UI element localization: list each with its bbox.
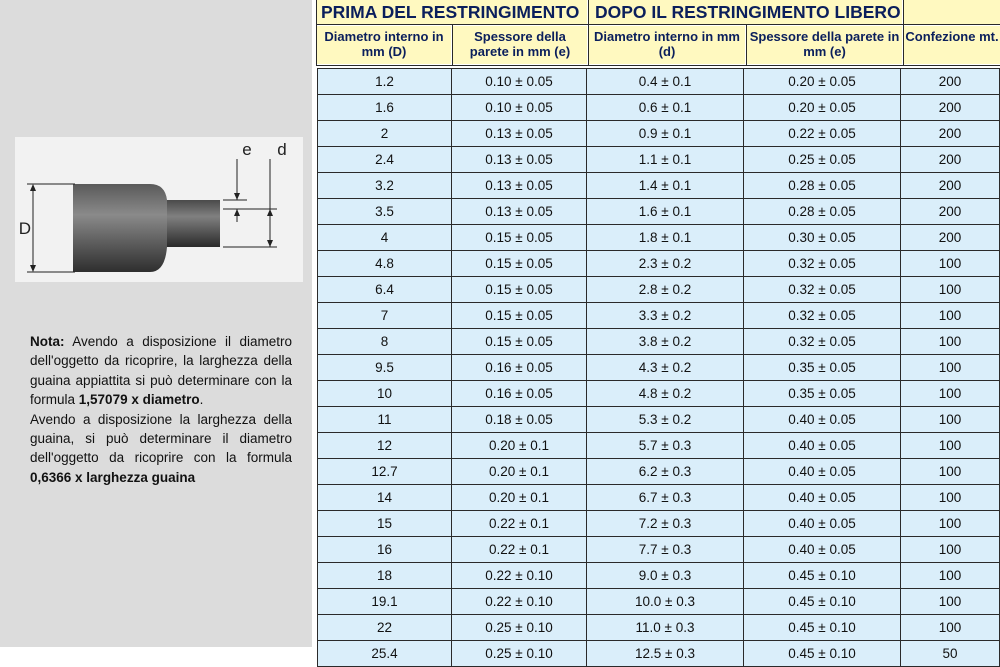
cell-thick-after: 0.20 ± 0.05 <box>744 69 901 94</box>
cell-diam-after: 5.3 ± 0.2 <box>587 407 744 432</box>
group-header-after: DOPO IL RESTRINGIMENTO LIBERO <box>589 0 902 24</box>
cell-thick-after: 0.32 ± 0.05 <box>744 277 901 302</box>
cell-diam-before: 18 <box>317 563 452 588</box>
cell-thick-before: 0.10 ± 0.05 <box>452 95 587 120</box>
label-e: e <box>242 140 252 159</box>
cell-package: 100 <box>901 433 1000 458</box>
cell-package: 200 <box>901 147 1000 172</box>
cell-diam-before: 4 <box>317 225 452 250</box>
col-header-diam-before: Diametro interno in mm (D) <box>317 26 451 64</box>
cell-thick-after: 0.22 ± 0.05 <box>744 121 901 146</box>
sleeve-narrow <box>167 200 220 247</box>
table-row <box>317 121 1000 147</box>
cell-diam-after: 4.3 ± 0.2 <box>587 355 744 380</box>
cell-package: 100 <box>901 251 1000 276</box>
cell-thick-after: 0.40 ± 0.05 <box>744 485 901 510</box>
table-row <box>317 173 1000 199</box>
note-p1: Avendo a disposizione il diametro dell'oggetto da ricoprire, la larghezza della guaina appiattita si può determinare con la formula <box>30 334 292 408</box>
cell-diam-before: 10 <box>317 381 452 406</box>
cell-diam-before: 25.4 <box>317 641 452 666</box>
cell-diam-before: 19.1 <box>317 589 452 614</box>
table-row <box>317 381 1000 407</box>
table-row <box>317 225 1000 251</box>
left-panel <box>0 0 312 647</box>
cell-thick-after: 0.28 ± 0.05 <box>744 173 901 198</box>
cell-diam-before: 11 <box>317 407 452 432</box>
cell-diam-after: 7.7 ± 0.3 <box>587 537 744 562</box>
spec-table <box>312 0 1000 661</box>
cell-diam-after: 2.3 ± 0.2 <box>587 251 744 276</box>
cell-thick-before: 0.15 ± 0.05 <box>452 303 587 328</box>
cell-package: 100 <box>901 277 1000 302</box>
cell-thick-after: 0.40 ± 0.05 <box>744 433 901 458</box>
cell-package: 100 <box>901 381 1000 406</box>
cell-thick-after: 0.30 ± 0.05 <box>744 225 901 250</box>
cell-thick-before: 0.20 ± 0.1 <box>452 485 587 510</box>
cell-diam-after: 1.6 ± 0.1 <box>587 199 744 224</box>
cell-diam-before: 2 <box>317 121 452 146</box>
table-row <box>317 199 1000 225</box>
cell-thick-after: 0.40 ± 0.05 <box>744 459 901 484</box>
cell-diam-after: 6.2 ± 0.3 <box>587 459 744 484</box>
note-text <box>30 332 292 487</box>
cell-diam-before: 7 <box>317 303 452 328</box>
cell-diam-before: 2.4 <box>317 147 452 172</box>
table-row <box>317 407 1000 433</box>
cell-diam-after: 0.4 ± 0.1 <box>587 69 744 94</box>
table-row <box>317 511 1000 537</box>
cell-package: 100 <box>901 459 1000 484</box>
cell-diam-before: 1.2 <box>317 69 452 94</box>
table-row <box>317 433 1000 459</box>
note-formula-2: 0,6366 x larghezza guaina <box>30 469 196 485</box>
cell-diam-after: 9.0 ± 0.3 <box>587 563 744 588</box>
table-row <box>317 303 1000 329</box>
group-header-before: PRIMA DEL RESTRINGIMENTO <box>317 0 587 24</box>
group-header-blank <box>904 0 1000 24</box>
cell-thick-after: 0.40 ± 0.05 <box>744 407 901 432</box>
cell-package: 100 <box>901 329 1000 354</box>
cell-thick-after: 0.45 ± 0.10 <box>744 563 901 588</box>
cell-thick-before: 0.22 ± 0.10 <box>452 589 587 614</box>
cell-package: 100 <box>901 537 1000 562</box>
cell-package: 200 <box>901 69 1000 94</box>
cell-diam-before: 3.5 <box>317 199 452 224</box>
cell-diam-before: 12.7 <box>317 459 452 484</box>
table-body <box>317 68 1000 667</box>
cell-package: 100 <box>901 485 1000 510</box>
cell-thick-before: 0.15 ± 0.05 <box>452 225 587 250</box>
cell-diam-before: 15 <box>317 511 452 536</box>
cell-thick-before: 0.15 ± 0.05 <box>452 329 587 354</box>
note-p2: Avendo a disposizione la larghezza della guaina, si può determinare il diametro dell'oggetto da ricoprire con la formula <box>30 411 292 466</box>
sleeve-diagram <box>15 137 303 282</box>
table-row <box>317 277 1000 303</box>
cell-thick-before: 0.22 ± 0.1 <box>452 511 587 536</box>
cell-package: 100 <box>901 563 1000 588</box>
cell-thick-after: 0.28 ± 0.05 <box>744 199 901 224</box>
cell-thick-after: 0.45 ± 0.10 <box>744 615 901 640</box>
table-row <box>317 68 1000 95</box>
table-row <box>317 251 1000 277</box>
cell-thick-before: 0.13 ± 0.05 <box>452 121 587 146</box>
col-header-diam-after: Diametro interno in mm (d) <box>589 26 745 64</box>
cell-diam-before: 8 <box>317 329 452 354</box>
cell-thick-before: 0.22 ± 0.1 <box>452 537 587 562</box>
cell-diam-after: 1.1 ± 0.1 <box>587 147 744 172</box>
table-row <box>317 589 1000 615</box>
cell-diam-after: 11.0 ± 0.3 <box>587 615 744 640</box>
cell-thick-after: 0.40 ± 0.05 <box>744 537 901 562</box>
cell-diam-after: 1.8 ± 0.1 <box>587 225 744 250</box>
cell-diam-after: 3.3 ± 0.2 <box>587 303 744 328</box>
note-formula-1: 1,57079 x diametro <box>78 392 200 408</box>
cell-thick-before: 0.15 ± 0.05 <box>452 251 587 276</box>
cell-diam-before: 14 <box>317 485 452 510</box>
cell-thick-before: 0.20 ± 0.1 <box>452 459 587 484</box>
cell-diam-before: 12 <box>317 433 452 458</box>
col-header-thick-before: Spessore della parete in mm (e) <box>453 26 587 64</box>
cell-package: 100 <box>901 511 1000 536</box>
cell-package: 100 <box>901 355 1000 380</box>
cell-package: 200 <box>901 95 1000 120</box>
table-row <box>317 147 1000 173</box>
cell-diam-after: 6.7 ± 0.3 <box>587 485 744 510</box>
table-row <box>317 459 1000 485</box>
table-row <box>317 355 1000 381</box>
cell-package: 200 <box>901 173 1000 198</box>
cell-thick-before: 0.10 ± 0.05 <box>452 69 587 94</box>
cell-diam-before: 9.5 <box>317 355 452 380</box>
table-row <box>317 537 1000 563</box>
cell-diam-after: 4.8 ± 0.2 <box>587 381 744 406</box>
cell-diam-before: 16 <box>317 537 452 562</box>
cell-diam-after: 7.2 ± 0.3 <box>587 511 744 536</box>
cell-package: 200 <box>901 199 1000 224</box>
col-header-thick-after: Spessore della parete in mm (e) <box>747 26 902 64</box>
cell-diam-after: 10.0 ± 0.3 <box>587 589 744 614</box>
cell-diam-after: 2.8 ± 0.2 <box>587 277 744 302</box>
cell-diam-after: 1.4 ± 0.1 <box>587 173 744 198</box>
cell-thick-after: 0.45 ± 0.10 <box>744 589 901 614</box>
cell-package: 100 <box>901 589 1000 614</box>
cell-thick-after: 0.32 ± 0.05 <box>744 303 901 328</box>
cell-package: 200 <box>901 121 1000 146</box>
cell-diam-after: 3.8 ± 0.2 <box>587 329 744 354</box>
cell-thick-before: 0.25 ± 0.10 <box>452 641 587 666</box>
label-D: D <box>18 219 31 238</box>
cell-thick-before: 0.16 ± 0.05 <box>452 355 587 380</box>
cell-diam-after: 0.9 ± 0.1 <box>587 121 744 146</box>
cell-thick-before: 0.13 ± 0.05 <box>452 199 587 224</box>
cell-diam-before: 4.8 <box>317 251 452 276</box>
cell-thick-after: 0.45 ± 0.10 <box>744 641 901 666</box>
cell-thick-after: 0.35 ± 0.05 <box>744 355 901 380</box>
cell-package: 100 <box>901 615 1000 640</box>
table-row <box>317 485 1000 511</box>
cell-diam-before: 6.4 <box>317 277 452 302</box>
cell-package: 100 <box>901 303 1000 328</box>
cell-diam-after: 5.7 ± 0.3 <box>587 433 744 458</box>
cell-thick-before: 0.15 ± 0.05 <box>452 277 587 302</box>
cell-thick-after: 0.40 ± 0.05 <box>744 511 901 536</box>
note-title: Nota: <box>30 334 65 349</box>
cell-thick-after: 0.20 ± 0.05 <box>744 95 901 120</box>
sleeve-diagram-svg <box>15 137 303 282</box>
table-row <box>317 329 1000 355</box>
cell-diam-after: 12.5 ± 0.3 <box>587 641 744 666</box>
cell-diam-before: 1.6 <box>317 95 452 120</box>
table-row <box>317 95 1000 121</box>
cell-thick-before: 0.25 ± 0.10 <box>452 615 587 640</box>
cell-diam-before: 3.2 <box>317 173 452 198</box>
cell-thick-after: 0.35 ± 0.05 <box>744 381 901 406</box>
col-header-package: Confezione mt. <box>904 26 1000 64</box>
note-p1-end: . <box>199 392 204 408</box>
cell-diam-before: 22 <box>317 615 452 640</box>
cell-thick-before: 0.22 ± 0.10 <box>452 563 587 588</box>
cell-thick-before: 0.16 ± 0.05 <box>452 381 587 406</box>
table-row <box>317 641 1000 667</box>
cell-package: 50 <box>901 641 1000 666</box>
table-row <box>317 615 1000 641</box>
cell-thick-after: 0.25 ± 0.05 <box>744 147 901 172</box>
table-row <box>317 563 1000 589</box>
cell-thick-after: 0.32 ± 0.05 <box>744 251 901 276</box>
label-d: d <box>277 140 287 159</box>
cell-thick-after: 0.32 ± 0.05 <box>744 329 901 354</box>
cell-package: 100 <box>901 407 1000 432</box>
cell-package: 200 <box>901 225 1000 250</box>
cell-diam-after: 0.6 ± 0.1 <box>587 95 744 120</box>
cell-thick-before: 0.20 ± 0.1 <box>452 433 587 458</box>
cell-thick-before: 0.13 ± 0.05 <box>452 173 587 198</box>
cell-thick-before: 0.13 ± 0.05 <box>452 147 587 172</box>
cell-thick-before: 0.18 ± 0.05 <box>452 407 587 432</box>
